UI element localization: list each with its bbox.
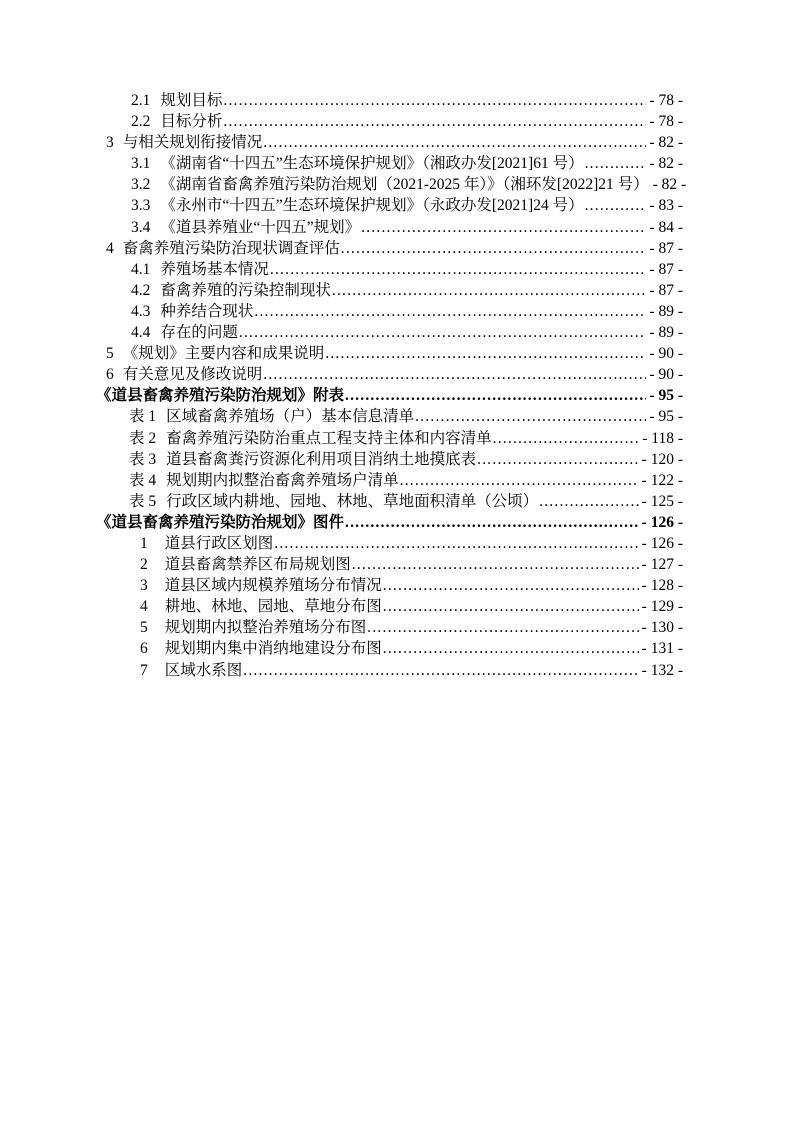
dot-leader — [223, 90, 646, 111]
dot-leader — [345, 385, 646, 406]
toc-entry-title: 畜禽养殖污染防治现状调查评估 — [122, 239, 340, 257]
toc-entry-title: 《规划》主要内容和成果说明 — [122, 345, 325, 363]
toc-entry-title: 道县区域内规模养殖场分布情况 — [164, 577, 382, 595]
toc-entry-number: 5 — [140, 619, 148, 637]
toc-entry-title: 《永州市“十四五”生态环境保护规划》（永政办发[2021]24 号） — [160, 197, 584, 215]
dot-leader — [383, 575, 639, 596]
toc-entry-title: 区域水系图 — [164, 661, 243, 679]
toc-row — [96, 301, 683, 322]
toc-row — [96, 470, 683, 491]
toc-entry-title: 养殖场基本情况 — [160, 260, 269, 278]
toc-entry-title: 畜禽养殖污染防治重点工程支持主体和内容清单 — [166, 429, 492, 447]
dot-leader — [223, 111, 646, 132]
toc-entry-title: 《湖南省畜禽养殖污染防治规划（2021-2025 年）》（湘环发[2022]21 号） — [160, 176, 649, 194]
toc-entry-number: 表 2 — [129, 429, 157, 447]
toc-entry-page: - 82 - — [652, 176, 687, 194]
toc-row — [96, 322, 683, 343]
toc-entry-page: - 87 - — [649, 281, 683, 299]
toc-entry-number: 3.1 — [131, 155, 151, 173]
toc-entry-number: 4.3 — [131, 302, 151, 320]
toc-entry-number: 7 — [140, 661, 148, 679]
toc-row — [96, 491, 683, 512]
dot-leader — [239, 322, 647, 343]
toc-entry-title: 有关意见及修改说明 — [122, 366, 263, 384]
toc-entry-page: - 89 - — [649, 302, 683, 320]
toc-entry-number: 2.1 — [131, 92, 151, 109]
dot-leader — [367, 617, 638, 638]
toc-entry-page: - 120 - — [641, 450, 683, 468]
toc-entry-page: - 126 - — [641, 513, 683, 531]
dot-leader — [493, 428, 640, 449]
toc-row — [96, 533, 683, 554]
toc-entry-page: - 125 - — [641, 492, 683, 510]
dot-leader — [383, 596, 639, 617]
toc-entry-title: 规划期内拟整治畜禽养殖场户清单 — [166, 471, 399, 489]
toc-entry-number: 4 — [106, 239, 114, 257]
toc-row — [96, 280, 683, 301]
toc-entry-page: - 90 - — [649, 366, 683, 384]
toc-entry-page: - 82 - — [649, 155, 683, 173]
dot-leader — [415, 406, 646, 427]
toc-entry-page: - 83 - — [649, 197, 683, 215]
toc-row — [96, 153, 683, 174]
toc-row — [96, 217, 683, 238]
table-of-contents — [96, 90, 687, 681]
toc-entry-title: 《道县畜禽养殖污染防治规划》附表 — [96, 387, 345, 405]
toc-entry-page: - 95 - — [649, 387, 683, 405]
toc-entry-title: 道县畜禽粪污资源化利用项目消纳土地摸底表 — [166, 450, 477, 468]
toc-entry-page: - 78 - — [649, 113, 683, 131]
toc-entry-number: 表 5 — [129, 492, 157, 510]
toc-entry-number: 4.4 — [131, 324, 151, 342]
toc-row — [96, 406, 683, 427]
toc-row — [96, 575, 683, 596]
toc-row — [96, 617, 683, 638]
dot-leader — [254, 301, 646, 322]
toc-row — [96, 554, 683, 575]
toc-row — [96, 428, 683, 449]
toc-entry-number: 4.2 — [131, 281, 151, 299]
toc-entry-page: - 126 - — [641, 534, 683, 552]
toc-entry-page: - 129 - — [641, 598, 683, 616]
toc-entry-number: 3.3 — [131, 197, 151, 215]
toc-entry-number: 1 — [140, 534, 148, 552]
toc-entry-number: 表 4 — [129, 471, 157, 489]
toc-entry-title: 区域畜禽养殖场（户）基本信息清单 — [166, 408, 415, 426]
toc-entry-page: - 90 - — [649, 345, 683, 363]
toc-entry-page: - 89 - — [649, 324, 683, 342]
toc-entry-number: 2.2 — [131, 113, 151, 131]
toc-entry-title: 目标分析 — [160, 113, 223, 131]
toc-row — [96, 90, 683, 111]
dot-leader — [274, 533, 638, 554]
toc-entry-number: 表 1 — [129, 408, 157, 426]
dot-leader — [585, 195, 647, 216]
toc-entry-page: - 82 - — [649, 134, 683, 152]
toc-entry-number: 4 — [140, 598, 148, 616]
toc-row — [96, 195, 683, 216]
dot-leader — [585, 153, 647, 174]
toc-entry-number: 4.1 — [131, 260, 151, 278]
toc-entry-title: 道县行政区划图 — [164, 534, 274, 552]
dot-leader — [345, 512, 639, 533]
toc-entry-page: - 84 - — [649, 218, 683, 236]
toc-entry-page: - 87 - — [649, 260, 683, 278]
toc-entry-number: 5 — [106, 345, 114, 363]
toc-entry-page: - 130 - — [641, 619, 683, 637]
toc-entry-title: 《道县养殖业“十四五”规划》 — [160, 218, 361, 236]
toc-entry-number: 3 — [106, 134, 114, 152]
toc-entry-number: 3.4 — [131, 218, 151, 236]
dot-leader — [243, 660, 638, 681]
dot-leader — [539, 491, 639, 512]
dot-leader — [263, 132, 646, 153]
toc-row — [96, 238, 683, 259]
toc-entry-number: 2 — [140, 556, 148, 574]
dot-leader — [383, 638, 639, 659]
toc-entry-page: - 132 - — [641, 661, 683, 679]
toc-entry-page: - 87 - — [649, 239, 683, 257]
dot-leader — [477, 449, 639, 470]
dot-leader — [361, 217, 646, 238]
toc-entry-title: 与相关规划衔接情况 — [122, 134, 263, 152]
toc-entry-number: 3 — [140, 577, 148, 595]
dot-leader — [270, 259, 647, 280]
toc-row — [96, 259, 683, 280]
dot-leader — [400, 470, 639, 491]
toc-entry-title: 种养结合现状 — [160, 302, 254, 320]
toc-entry-page: - 78 - — [649, 92, 683, 109]
toc-row — [96, 343, 683, 364]
toc-row — [96, 111, 683, 132]
toc-row — [96, 512, 683, 533]
toc-entry-title: 规划期内集中消纳地建设分布图 — [164, 640, 382, 658]
toc-entry-title: 行政区域内耕地、园地、林地、草地面积清单（公顷） — [166, 492, 539, 510]
toc-row — [96, 596, 683, 617]
toc-entry-title: 道县畜禽禁养区布局规划图 — [164, 556, 351, 574]
toc-row — [96, 385, 683, 406]
toc-entry-number: 6 — [140, 640, 148, 658]
toc-entry-page: - 127 - — [641, 556, 683, 574]
toc-entry-number: 3.2 — [131, 176, 151, 194]
toc-entry-title: 《湖南省“十四五”生态环境保护规划》（湘政办发[2021]61 号） — [160, 155, 584, 173]
toc-entry-number: 6 — [106, 366, 114, 384]
toc-entry-page: - 128 - — [641, 577, 683, 595]
toc-entry-page: - 95 - — [649, 408, 683, 426]
toc-row — [96, 638, 683, 659]
toc-row — [96, 660, 683, 681]
dot-leader — [325, 343, 646, 364]
toc-row — [96, 449, 683, 470]
toc-row — [96, 174, 687, 195]
dot-leader — [341, 238, 647, 259]
toc-entry-title: 规划目标 — [160, 92, 223, 109]
toc-entry-title: 畜禽养殖的污染控制现状 — [160, 281, 331, 299]
toc-entry-title: 耕地、林地、园地、草地分布图 — [164, 598, 382, 616]
toc-entry-title: 《道县畜禽养殖污染防治规划》图件 — [96, 513, 345, 531]
toc-row — [96, 132, 683, 153]
dot-leader — [352, 554, 639, 575]
toc-entry-page: - 122 - — [641, 471, 683, 489]
toc-row — [96, 364, 683, 385]
toc-entry-title: 规划期内拟整治养殖场分布图 — [164, 619, 367, 637]
dot-leader — [263, 364, 646, 385]
toc-entry-title: 存在的问题 — [160, 324, 238, 342]
dot-leader — [332, 280, 647, 301]
toc-entry-number: 表 3 — [129, 450, 157, 468]
toc-entry-page: - 131 - — [641, 640, 683, 658]
toc-entry-page: - 118 - — [642, 429, 683, 447]
